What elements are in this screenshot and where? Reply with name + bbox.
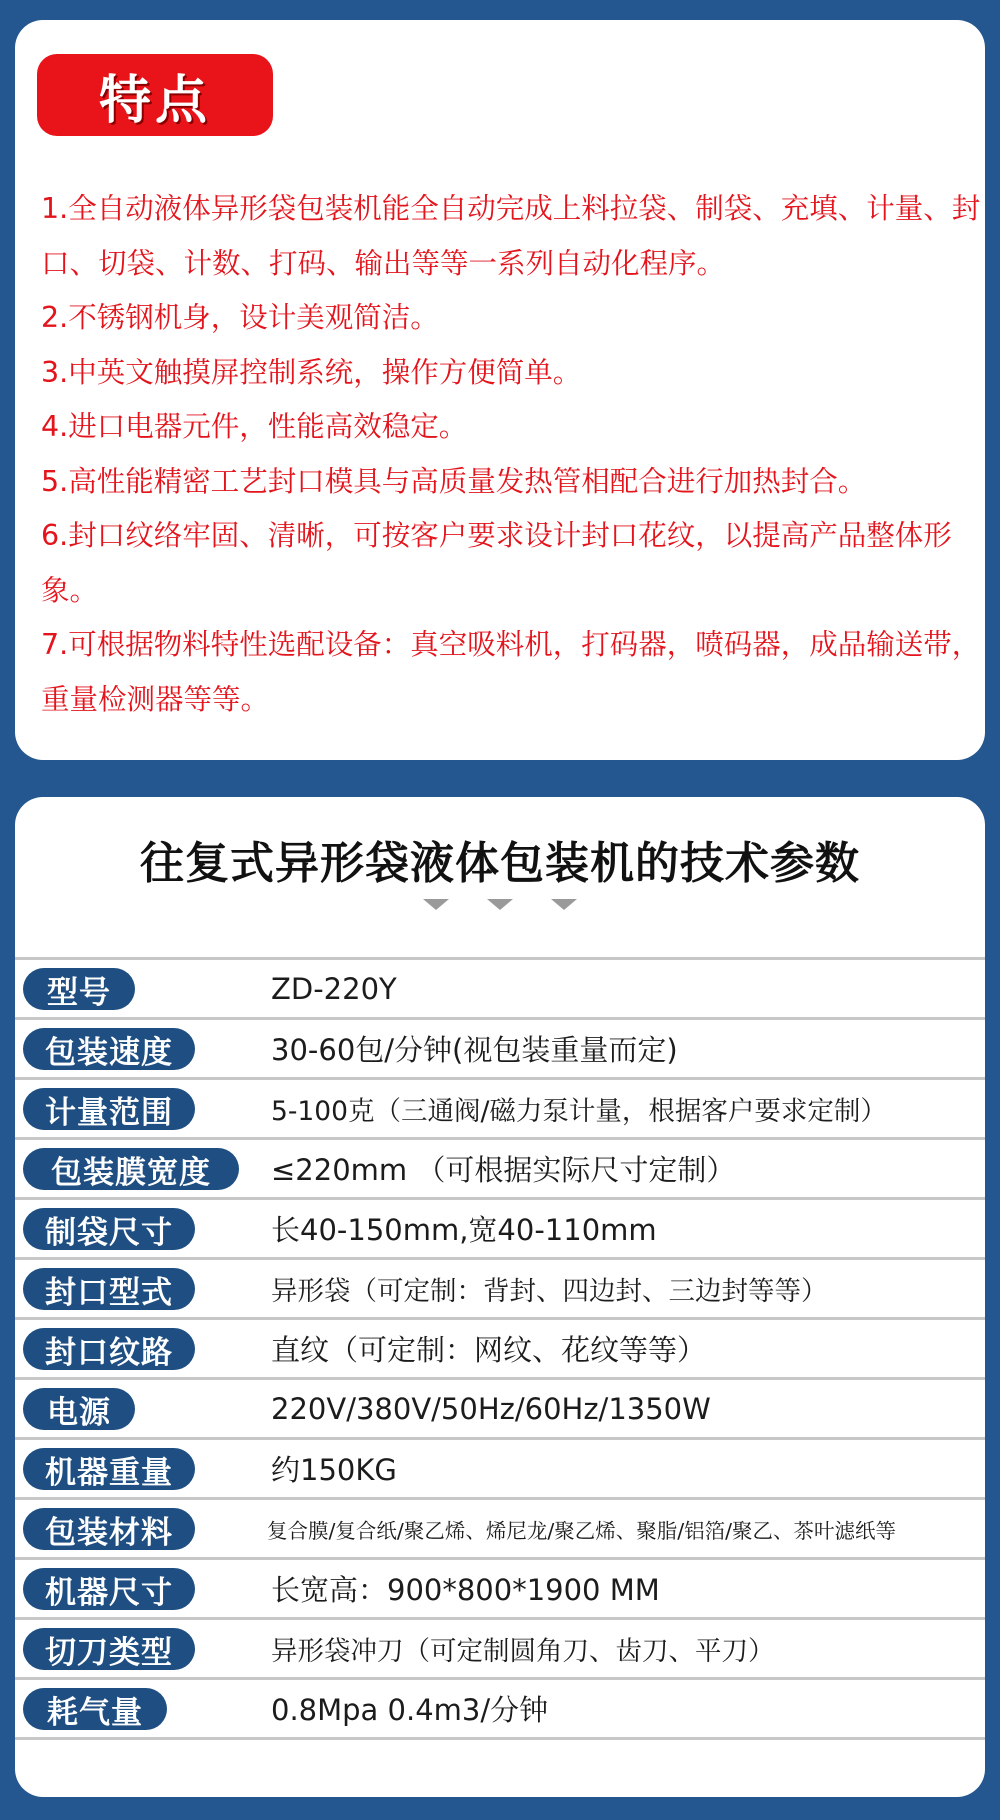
spec-label: 型号: [23, 968, 135, 1010]
specs-title: 往复式异形袋液体包装机的技术参数: [140, 838, 860, 889]
spec-row-weight: [15, 1440, 985, 1500]
chevron-down-icon: [423, 899, 449, 910]
spec-row-model: [15, 957, 985, 1020]
feature-item: 3.中英文触摸屏控制系统，操作方便简单。: [41, 355, 582, 389]
features-list: [41, 182, 981, 727]
spec-value: ZD-220Y: [271, 971, 397, 1006]
spec-value: 异形袋（可定制：背封、四边封、三边封等等）: [271, 1276, 828, 1307]
spec-label: 包装速度: [23, 1028, 195, 1070]
spec-value: 复合膜/复合纸/聚乙烯、烯尼龙/聚乙烯、聚脂/铝箔/聚乙、茶叶滤纸等: [267, 1518, 897, 1543]
spec-row-metering: [15, 1080, 985, 1140]
features-badge: 特点: [37, 54, 273, 136]
spec-row-seal-type: [15, 1260, 985, 1320]
features-card: [15, 20, 985, 760]
spec-label: 电源: [23, 1388, 135, 1430]
spec-label: 包装膜宽度: [23, 1148, 239, 1190]
spec-label: 耗气量: [23, 1688, 167, 1730]
specs-card: [15, 797, 985, 1797]
spec-row-power: [15, 1380, 985, 1440]
spec-value: 长宽高：900*800*1900 MM: [271, 1573, 660, 1607]
chevron-decoration: [15, 899, 985, 910]
spec-value: ≤220mm （可根据实际尺寸定制）: [271, 1153, 736, 1187]
spec-value: 约150KG: [271, 1453, 397, 1487]
spec-value: 长40-150mm,宽40-110mm: [271, 1213, 657, 1247]
spec-label: 封口纹路: [23, 1328, 195, 1370]
spec-row-seal-pattern: [15, 1320, 985, 1380]
spec-row-material: [15, 1500, 985, 1560]
spec-label: 机器重量: [23, 1448, 195, 1490]
spec-value: 5-100克（三通阀/磁力泵计量，根据客户要求定制）: [271, 1096, 887, 1127]
spec-table: [15, 957, 985, 1740]
spec-label: 封口型式: [23, 1268, 195, 1310]
spec-value: 直纹（可定制：网纹、花纹等等）: [271, 1333, 707, 1367]
feature-item: 2.不锈钢机身，设计美观简洁。: [41, 301, 439, 334]
chevron-down-icon: [551, 899, 577, 910]
spec-value: 30-60包/分钟(视包装重量而定): [271, 1033, 678, 1067]
feature-item: 5.高性能精密工艺封口模具与高质量发热管相配合进行加热封合。: [41, 464, 867, 498]
spec-row-speed: [15, 1020, 985, 1080]
spec-label: 切刀类型: [23, 1628, 195, 1670]
spec-label: 制袋尺寸: [23, 1208, 195, 1250]
spec-value: 异形袋冲刀（可定制圆角刀、齿刀、平刀）: [271, 1636, 775, 1667]
spec-label: 计量范围: [23, 1088, 195, 1130]
spec-row-bag-size: [15, 1200, 985, 1260]
spec-label: 机器尺寸: [23, 1568, 195, 1610]
feature-item: 6.封口纹络牢固、清晰，可按客户要求设计封口花纹，以提高产品整体形象。: [41, 519, 952, 607]
spec-row-air: [15, 1680, 985, 1740]
spec-label: 包装材料: [23, 1508, 195, 1550]
feature-item: 1.全自动液体异形袋包装机能全自动完成上料拉袋、制袋、充填、计量、封口、切袋、计数、打码、输出等等一系列自动化程序。: [41, 192, 981, 280]
spec-row-dimensions: [15, 1560, 985, 1620]
feature-item: 4.进口电器元件，性能高效稳定。: [41, 410, 468, 443]
spec-row-film-width: [15, 1140, 985, 1200]
spec-value: 0.8Mpa 0.4m3/分钟: [271, 1693, 549, 1727]
spec-value: 220V/380V/50Hz/60Hz/1350W: [271, 1391, 711, 1426]
chevron-down-icon: [487, 899, 513, 910]
spec-row-cutter: [15, 1620, 985, 1680]
feature-item: 7.可根据物料特性选配设备：真空吸料机，打码器，喷码器，成品输送带，重量检测器等等。: [41, 628, 981, 716]
